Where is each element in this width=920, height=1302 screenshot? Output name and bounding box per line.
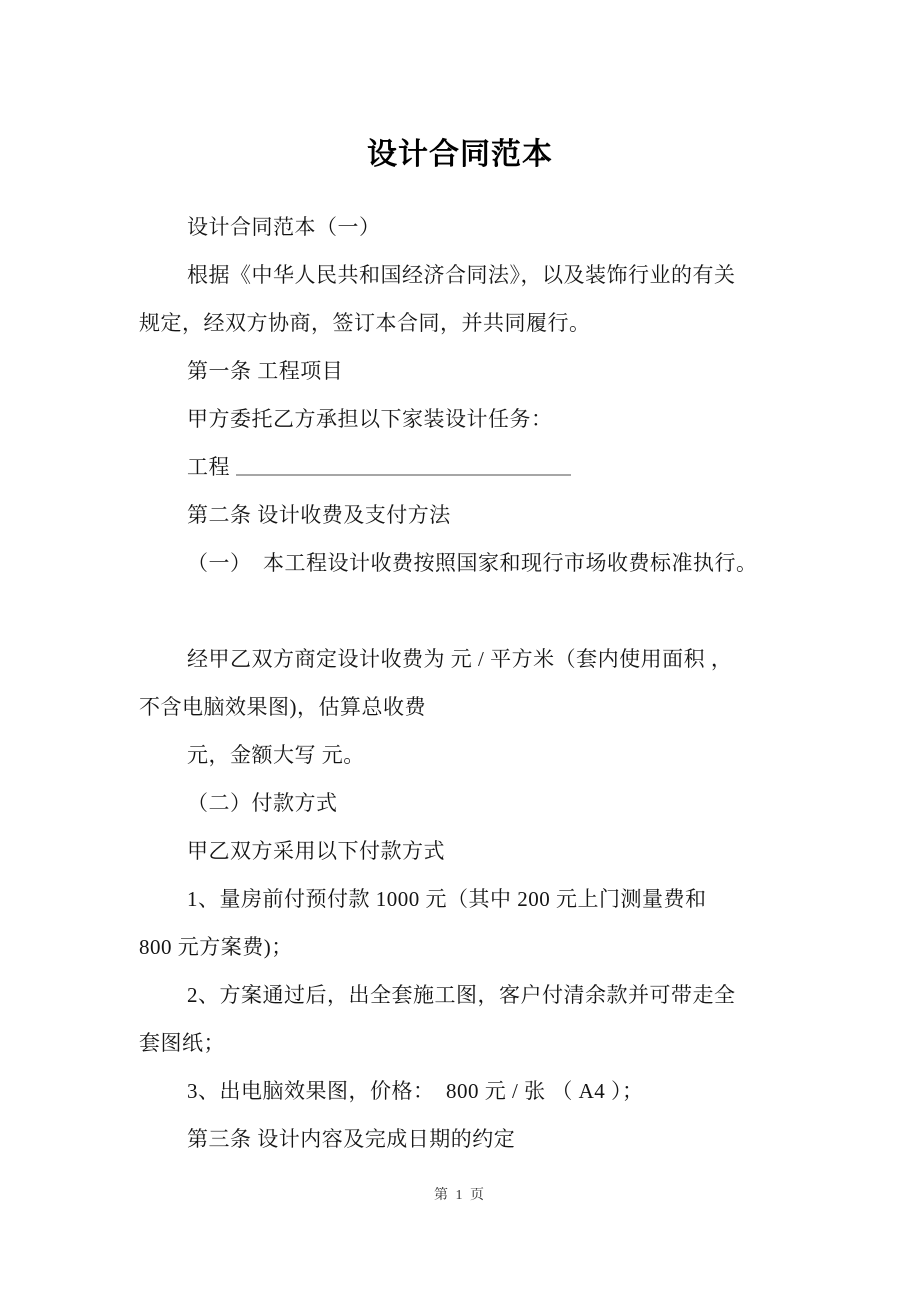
text-line (139, 827, 811, 875)
line-text: 甲方委托乙方承担以下家装设计任务： (187, 407, 553, 431)
line-text: 3、出电脑效果图，价格： 800 元 / 张 （ A4 ）； (187, 1079, 644, 1103)
text-line (139, 1115, 811, 1163)
line-text: 设计合同范本（一） (187, 215, 381, 239)
text-line (139, 683, 811, 731)
line-text: 第三条 设计内容及完成日期的约定 (187, 1127, 516, 1151)
text-line (139, 203, 811, 251)
text-line (139, 779, 811, 827)
text-line (139, 395, 811, 443)
page-footer (0, 1186, 920, 1206)
line-text: 1、量房前付预付款 1000 元（其中 200 元上门测量费和 (187, 887, 707, 911)
line-text: 工程 (187, 455, 236, 479)
text-line (139, 1067, 811, 1115)
page-number: 第 1 页 (434, 1188, 486, 1203)
text-line (139, 635, 811, 683)
line-text: 经甲乙双方商定设计收费为 元 / 平方米（套内使用面积 ， (187, 647, 733, 671)
line-text: 甲乙双方采用以下付款方式 (187, 839, 445, 863)
line-text: 800 元方案费)； (139, 935, 293, 959)
text-line (139, 539, 811, 587)
line-text: 第一条 工程项目 (187, 359, 344, 383)
line-text: 根据《中华人民共和国经济合同法》，以及装饰行业的有关 (187, 263, 736, 287)
line-text: 套图纸； (139, 1031, 225, 1055)
line-text: 规定，经双方协商，签订本合同，并共同履行。 (139, 311, 591, 335)
line-text: （一） 本工程设计收费按照国家和现行市场收费标准执行。 (187, 551, 758, 575)
line-text: 第二条 设计收费及支付方法 (187, 503, 451, 527)
line-text: 不含电脑效果图)，估算总收费 (139, 695, 426, 719)
text-line (139, 923, 811, 971)
text-line (139, 443, 811, 491)
document-body (139, 203, 811, 1163)
text-line (139, 731, 811, 779)
blank-underline-field (236, 469, 571, 476)
text-line (139, 299, 811, 347)
text-line (139, 875, 811, 923)
text-line (139, 491, 811, 539)
text-line (139, 1019, 811, 1067)
document-title: 设计合同范本 (367, 138, 553, 171)
text-line (139, 347, 811, 395)
text-line (139, 587, 811, 635)
text-line (139, 251, 811, 299)
line-text: 2、方案通过后，出全套施工图，客户付清余款并可带走全 (187, 983, 736, 1007)
line-text: （二）付款方式 (187, 791, 338, 815)
line-text: 元，金额大写 元。 (187, 743, 365, 767)
text-line (139, 971, 811, 1019)
